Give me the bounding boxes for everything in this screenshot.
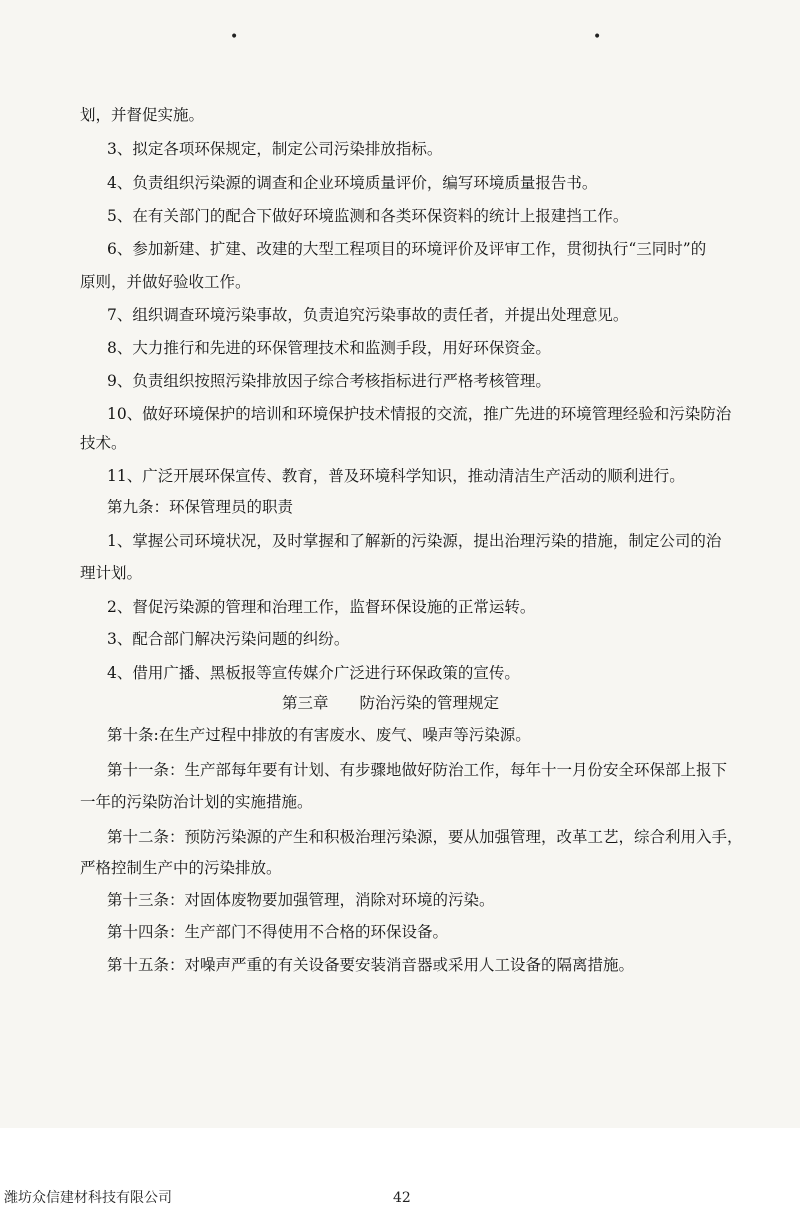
text-line: 第十三条：对固体废物要加强管理，消除对环境的污染。	[107, 891, 495, 909]
scan-mark: •	[593, 29, 602, 45]
scan-mark: •	[230, 29, 239, 45]
text-line: 7、组织调查环境污染事故，负责追究污染事故的责任者，并提出处理意见。	[107, 306, 629, 324]
text-line: 5、在有关部门的配合下做好环境监测和各类环保资料的统计上报建挡工作。	[107, 207, 629, 225]
text-line: 11、广泛开展环保宣传、教育，普及环境科学知识，推动清洁生产活动的顺利进行。	[107, 467, 685, 485]
text-line: 2、督促污染源的管理和治理工作，监督环保设施的正常运转。	[107, 598, 536, 616]
section-heading: 第九条：环保管理员的职责	[107, 498, 294, 516]
text-line: 9、负责组织按照污染排放因子综合考核指标进行严格考核管理。	[107, 372, 551, 390]
text-line: 严格控制生产中的污染排放。	[80, 859, 282, 877]
text-line: 技术。	[80, 434, 127, 452]
page-number: 42	[393, 1190, 411, 1206]
text-line: 4、负责组织污染源的调查和企业环境质量评价，编写环境质量报告书。	[107, 174, 598, 192]
text-line: 8、大力推行和先进的环保管理技术和监测手段，用好环保资金。	[107, 339, 551, 357]
footer-company-name: 潍坊众信建材科技有限公司	[4, 1190, 172, 1206]
text-line: 4、借用广播、黑板报等宣传媒介广泛进行环保政策的宣传。	[107, 664, 520, 682]
text-line: 第十条:在生产过程中排放的有害废水、废气、噪声等污染源。	[107, 726, 531, 744]
text-line: 6、参加新建、扩建、改建的大型工程项目的环境评价及评审工作，贯彻执行“三同时”的	[107, 240, 707, 258]
text-line: 一年的污染防治计划的实施措施。	[80, 793, 313, 811]
text-line: 第十五条：对噪声严重的有关设备要安装消音器或采用人工设备的隔离措施。	[107, 956, 635, 974]
text-line: 第十一条：生产部每年要有计划、有步骤地做好防治工作，每年十一月份安全环保部上报下	[107, 761, 728, 779]
text-line: 第十四条：生产部门不得使用不合格的环保设备。	[107, 923, 449, 941]
chapter-heading: 第三章 防治污染的管理规定	[282, 694, 500, 712]
text-line: 3、拟定各项环保规定，制定公司污染排放指标。	[107, 140, 443, 158]
text-line: 原则，并做好验收工作。	[80, 273, 251, 291]
text-line: 1、掌握公司环境状况，及时掌握和了解新的污染源，提出治理污染的措施，制定公司的治	[107, 532, 722, 550]
text-line: 第十二条：预防污染源的产生和积极治理污染源，要从加强管理，改革工艺，综合利用入手，	[107, 828, 743, 846]
text-line: 划，并督促实施。	[80, 106, 205, 124]
text-line: 10、做好环境保护的培训和环境保护技术情报的交流，推广先进的环境管理经验和污染防治	[107, 405, 732, 423]
text-line: 3、配合部门解决污染问题的纠纷。	[107, 630, 350, 648]
text-line: 理计划。	[80, 564, 143, 582]
